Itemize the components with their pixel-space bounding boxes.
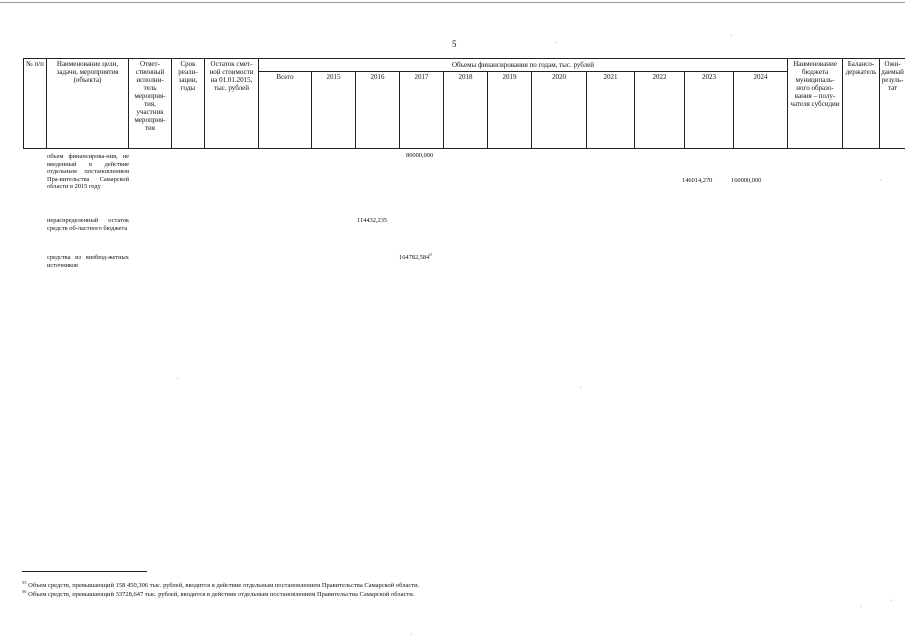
row-3-value-2017	[399, 251, 432, 262]
top-border-line	[0, 2, 905, 3]
row-1-value-2017: 80000,000	[406, 152, 434, 159]
page-number: 5	[452, 39, 457, 49]
row-2-value-2016: 114432,235	[357, 217, 388, 224]
header-year-2024: 2024	[734, 72, 788, 149]
header-year-2020: 2020	[532, 72, 587, 149]
header-year-2015: 2015	[312, 72, 356, 149]
header-year-2023: 2023	[685, 72, 734, 149]
header-budget: Наименование бюджета муниципаль-ного образо-вания – полу-чателя субсидии	[788, 59, 843, 149]
footnote-56-mark: 56	[22, 588, 27, 594]
header-year-2017: 2017	[400, 72, 444, 149]
header-holder: Балансо-держатель	[843, 59, 880, 149]
row-3-description: средства из внебюд-жетных источников	[47, 254, 129, 269]
row-1-value-2024: 160000,000	[731, 177, 762, 184]
header-num: № п/п	[24, 59, 47, 149]
footnote-56-text: Объем средств, превышающий 33728,647 тыс. рублей, вводится в действие отдельным постановлением Правительства Самарской области.	[28, 591, 415, 598]
row-3-value-2017-number: 164782,584	[399, 254, 430, 261]
footnote-55-text: Объем средств, превышающий 158 450,306 тыс. рублей, вводится в действие отдельным постановлением Правительства Самарской области.	[28, 582, 420, 589]
header-year-2016: 2016	[356, 72, 400, 149]
scan-speck: ·	[730, 33, 732, 39]
footnote-separator	[22, 571, 147, 572]
row-2-description: нераспределенный остаток средств об-ластного бюджета	[47, 217, 129, 232]
header-year-2021: 2021	[587, 72, 635, 149]
header-year-2019: 2019	[488, 72, 532, 149]
header-total: Всего	[259, 72, 312, 149]
scan-speck: ·	[880, 178, 882, 184]
header-year-2022: 2022	[635, 72, 685, 149]
row-3-footnote-mark: 9	[429, 251, 432, 257]
scan-speck: ·	[890, 598, 892, 604]
header-responsible: Ответ-ственный исполни-тель мероприя-тия, участник мероприя-тия	[129, 59, 172, 149]
scan-speck: ·	[177, 376, 179, 382]
footnote-55	[22, 579, 420, 589]
header-funding-group: Объемы финансирования по годам, тыс. рублей	[259, 59, 788, 72]
scan-speck: ·	[860, 604, 862, 610]
header-result: Ожи-даемый резуль-тат	[880, 59, 905, 149]
header-remainder: Остаток смет-ной стоимости на 01.01.2015, тыс. рублей	[205, 59, 259, 149]
funding-table	[23, 58, 905, 149]
header-period: Срок реали-зации, годы	[172, 59, 205, 149]
header-name: Наименование цели, задачи, мероприятия (объекта)	[47, 59, 129, 149]
scan-speck: ·	[410, 632, 412, 638]
scan-speck: ·	[580, 385, 582, 391]
row-1-value-2023: 146014,270	[682, 177, 713, 184]
footnote-56	[22, 588, 415, 598]
row-1-description: объем финансирова-ния, не введенный в действие отдельным постановлением Пра-вительства Самарской области в 2015 году	[47, 153, 129, 191]
scan-speck: ·	[555, 40, 557, 46]
footnote-55-mark: 55	[22, 579, 27, 585]
header-year-2018: 2018	[444, 72, 488, 149]
